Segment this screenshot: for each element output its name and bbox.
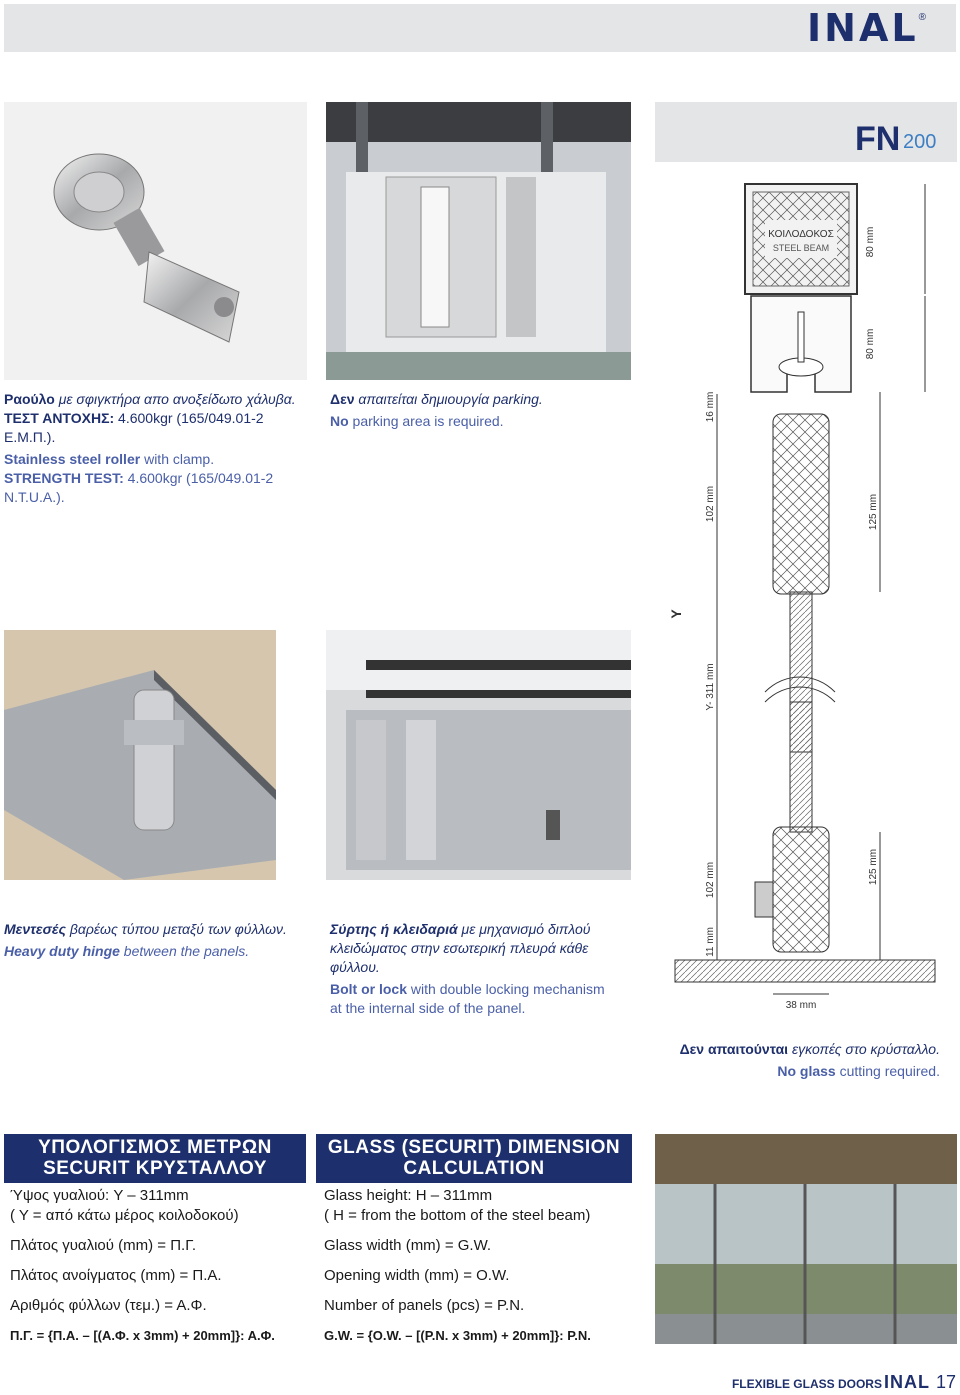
caption-glass-cut: [640, 1040, 940, 1081]
dim-38: 38 mm: [785, 1000, 817, 1011]
technical-diagram: [655, 102, 957, 1030]
dim-y311: Y- 311 mm: [705, 663, 716, 711]
caption-glass-cut-gr-bold: Δεν απαιτούνται: [679, 1041, 789, 1057]
caption-glass-cut-gr-text: εγκοπές στο κρύσταλλο.: [788, 1041, 940, 1057]
diagram-svg: [655, 102, 957, 1030]
calc-en-line1: Glass height: H – 311mm: [324, 1187, 493, 1204]
calc-en-line3: Glass width (mm) = G.W.: [324, 1237, 492, 1254]
steel-beam-label-en: STEEL BEAM: [772, 243, 830, 253]
brand-logo-text: INAL: [807, 6, 919, 50]
calc-gr-line2: ( Y = από κάτω μέρος κοιλοδοκού): [10, 1207, 239, 1224]
calc-gr-line6: Π.Γ. = {Π.Α. – [(Α.Φ. x 3mm) + 20mm]}: Α.Φ.: [10, 1328, 275, 1343]
calc-en-title-line1: GLASS (SECURIT) DIMENSION: [327, 1137, 621, 1158]
calc-en-title: [316, 1134, 632, 1183]
calc-en-line4: Opening width (mm) = O.W.: [324, 1267, 510, 1284]
calc-gr-line5: Αριθμός φύλλων (τεμ.) = Α.Φ.: [10, 1297, 207, 1314]
caption-glass-cut-en-bold: No glass: [777, 1063, 836, 1079]
caption-roller-en-test-value: 4.600kgr (165/049.01-2 N.T.U.A.).: [4, 470, 274, 505]
footer-brand: INAL: [883, 1372, 930, 1392]
product-code: FN: [855, 120, 901, 158]
caption-hinge: [4, 920, 314, 961]
calc-gr-title-line1: ΥΠΟΛΟΓΙΣΜΟΣ ΜΕΤΡΩΝ: [38, 1137, 272, 1158]
caption-hinge-gr-bold: Μεντεσές: [4, 921, 67, 937]
dim-102a: 102 mm: [705, 485, 716, 523]
registered-mark: ®: [918, 12, 926, 23]
caption-bolt-en-bold: Bolt or lock: [330, 981, 408, 997]
caption-roller-gr-test-value: 4.600kgr (165/049.01-2 Ε.Μ.Π.).: [4, 410, 264, 445]
caption-parking-en-bold: No: [330, 413, 349, 429]
calc-en-line5: Number of panels (pcs) = P.N.: [324, 1297, 525, 1314]
dim-11: 11 mm: [705, 927, 716, 957]
caption-bolt-en-text: with double locking mechanism at the internal side of the panel.: [330, 981, 605, 1016]
caption-bolt-gr-bold: Σύρτης ή κλειδαριά: [330, 921, 458, 937]
caption-bolt: [330, 920, 620, 1018]
dim-80a: 80 mm: [865, 226, 876, 258]
label-y: Y: [668, 609, 684, 619]
caption-glass-cut-en-text: cutting required.: [835, 1063, 940, 1079]
caption-hinge-en-text: between the panels.: [119, 943, 250, 959]
dim-80b: 80 mm: [865, 328, 876, 360]
calc-gr-line1: Ύψος γυαλιού: Y – 311mm: [10, 1187, 189, 1204]
caption-parking: [330, 390, 630, 431]
hinge-photo: [4, 630, 276, 880]
calc-gr-body: [10, 1186, 310, 1346]
calc-gr-title: [4, 1134, 306, 1183]
parking-photo: [326, 102, 631, 380]
calc-en-line2: ( H = from the bottom of the steel beam): [324, 1207, 591, 1224]
bolt-knob: [755, 882, 773, 917]
roller-stem: [798, 312, 804, 362]
caption-roller-en-text: with clamp.: [140, 451, 215, 467]
calc-en-title-line2: CALCULATION: [403, 1158, 545, 1179]
footer: [732, 1372, 956, 1394]
dim-125a: 125 mm: [868, 493, 879, 531]
caption-parking-gr-text: απαιτείται δημιουργία parking.: [354, 391, 543, 407]
terrace-photo: [655, 1134, 957, 1344]
lower-clamp: [773, 827, 829, 952]
caption-roller-gr-bold: Ραούλο: [4, 391, 55, 407]
caption-hinge-en-bold: Heavy duty hinge: [4, 943, 120, 959]
caption-bolt-gr-text: με μηχανισμό διπλού κλειδώματος στην εσωτερική πλευρά κάθε φύλλου.: [330, 921, 591, 975]
caption-roller-en-bold: Stainless steel roller: [4, 451, 141, 467]
product-number: 200: [903, 131, 937, 153]
calc-gr-line4: Πλάτος ανοίγματος (mm) = Π.Α.: [10, 1267, 222, 1284]
dim-16: 16 mm: [705, 391, 716, 423]
steel-beam-label-gr: ΚΟΙΛΟΔΟΚΟΣ: [768, 229, 834, 240]
caption-roller-gr-test-label: ΤΕΣΤ ΑΝΤΟΧΗΣ:: [4, 410, 115, 426]
floor: [675, 960, 935, 982]
roller-photo: [4, 102, 307, 380]
caption-parking-en-text: parking area is required.: [348, 413, 504, 429]
bolt-photo: [326, 630, 631, 880]
calc-en-line6: G.W. = {O.W. – [(P.N. x 3mm) + 20mm]}: P.N.: [324, 1328, 591, 1343]
glass-panel-lower: [790, 702, 812, 832]
calc-gr-line3: Πλάτος γυαλιού (mm) = Π.Γ.: [10, 1237, 197, 1254]
brand-logo: [807, 6, 926, 50]
caption-hinge-gr-text: βαρέως τύπου μεταξύ των φύλλων.: [66, 921, 287, 937]
dim-102b: 102 mm: [705, 861, 716, 899]
calc-gr-title-line2: SECURIT ΚΡΥΣΤΑΛΛΟΥ: [43, 1158, 267, 1179]
footer-page: 17: [935, 1372, 956, 1392]
caption-roller: [4, 390, 314, 507]
dim-125b: 125 mm: [868, 848, 879, 886]
upper-clamp: [773, 414, 829, 594]
caption-roller-en-test-label: STRENGTH TEST:: [4, 470, 124, 486]
caption-parking-gr-bold: Δεν: [330, 391, 355, 407]
footer-label: FLEXIBLE GLASS DOORS: [731, 1377, 882, 1391]
calc-en-body: [324, 1186, 642, 1346]
caption-roller-gr-text: με σφιγκτήρα απο ανοξείδωτο χάλυβα.: [54, 391, 296, 407]
